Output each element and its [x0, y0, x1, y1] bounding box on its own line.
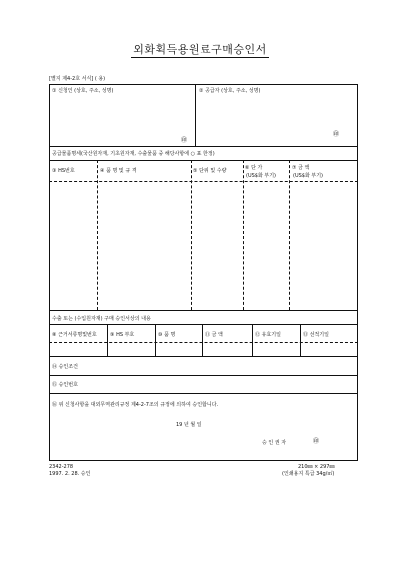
col-ship: ⑬ 선적기일	[303, 332, 329, 338]
table-header-line	[49, 181, 358, 182]
column-divider	[97, 160, 98, 310]
col-price: ⑥ 단 가	[245, 165, 263, 171]
col2-name: ⑩ 품 명	[158, 332, 176, 338]
column-divider	[191, 160, 192, 310]
divider-line	[49, 356, 358, 357]
col-name: ④ 품 명 및 규 격	[100, 168, 137, 174]
column-divider	[243, 160, 244, 310]
form-title: 외화획득용원료구매승인서	[133, 43, 267, 56]
form-reference: [별지 제4-2호 서식] ( 용)	[49, 76, 106, 82]
applicant-label: ① 신청인 (상호, 주소, 성명)	[52, 88, 114, 94]
divider-line	[49, 375, 358, 376]
divider-line	[49, 324, 358, 325]
column-divider	[300, 324, 301, 356]
divider-line	[49, 146, 358, 147]
paper-size: 210㎜ × 297㎜	[298, 464, 335, 470]
date-line: 19 년 월 일	[176, 422, 202, 428]
col-amount: ⑦ 금 액	[292, 165, 310, 171]
divider-line	[49, 310, 358, 311]
col-validity: ⑫ 유효기일	[255, 332, 281, 338]
column-divider	[202, 324, 203, 356]
column-divider	[155, 324, 156, 356]
col-price-sub: (US$화 부기)	[246, 173, 276, 179]
supplier-label: ② 공급자 (상호, 주소, 성명)	[199, 88, 261, 94]
column-divider	[289, 160, 290, 310]
approval-number-label: ⑮ 승인번호	[52, 382, 78, 388]
conditions-label: ⑭ 승인조건	[52, 364, 78, 370]
official-seal-icon: ㊞	[313, 438, 320, 445]
col-hs: ③ HS번호	[52, 168, 75, 174]
export-header: 수출 또는 (수입원자재) 구매 승인서상의 내용	[52, 316, 151, 322]
col2-hs: ⑨ HS 부호	[110, 332, 135, 338]
official-label: 승 인 권 자	[262, 440, 287, 446]
approval-date: 1997. 2. 28. 승인	[49, 471, 91, 477]
declaration-text: ⑯ 위 신청사항을 대외무역관리규정 제4-2-7조의 규정에 의하여 승인합니다.	[52, 402, 219, 408]
table-header-line	[49, 342, 358, 343]
divider-line	[49, 393, 358, 394]
applicant-divider	[195, 84, 196, 146]
divider-line	[49, 160, 358, 161]
column-divider	[252, 324, 253, 356]
col-amount-sub: (US$화 부기)	[293, 173, 323, 179]
paper-spec: (인쇄용지 특급 34g/㎡)	[282, 471, 335, 477]
column-divider	[107, 324, 108, 356]
col-basis: ⑧ 근거서류명및번호	[52, 332, 97, 338]
supply-header: 공급물품명세(국산원자재, 기초원자재, 수출물품 중 해당사항에 ○ 표 한정)	[52, 151, 215, 157]
supplier-seal-icon: ㊞	[333, 131, 340, 138]
form-code: 2342-278	[49, 464, 74, 470]
col2-amount: ⑪ 금 액	[205, 332, 223, 338]
col-unit: ⑤ 단위 및 수량	[193, 168, 227, 174]
applicant-seal-icon: ㊞	[181, 137, 188, 144]
